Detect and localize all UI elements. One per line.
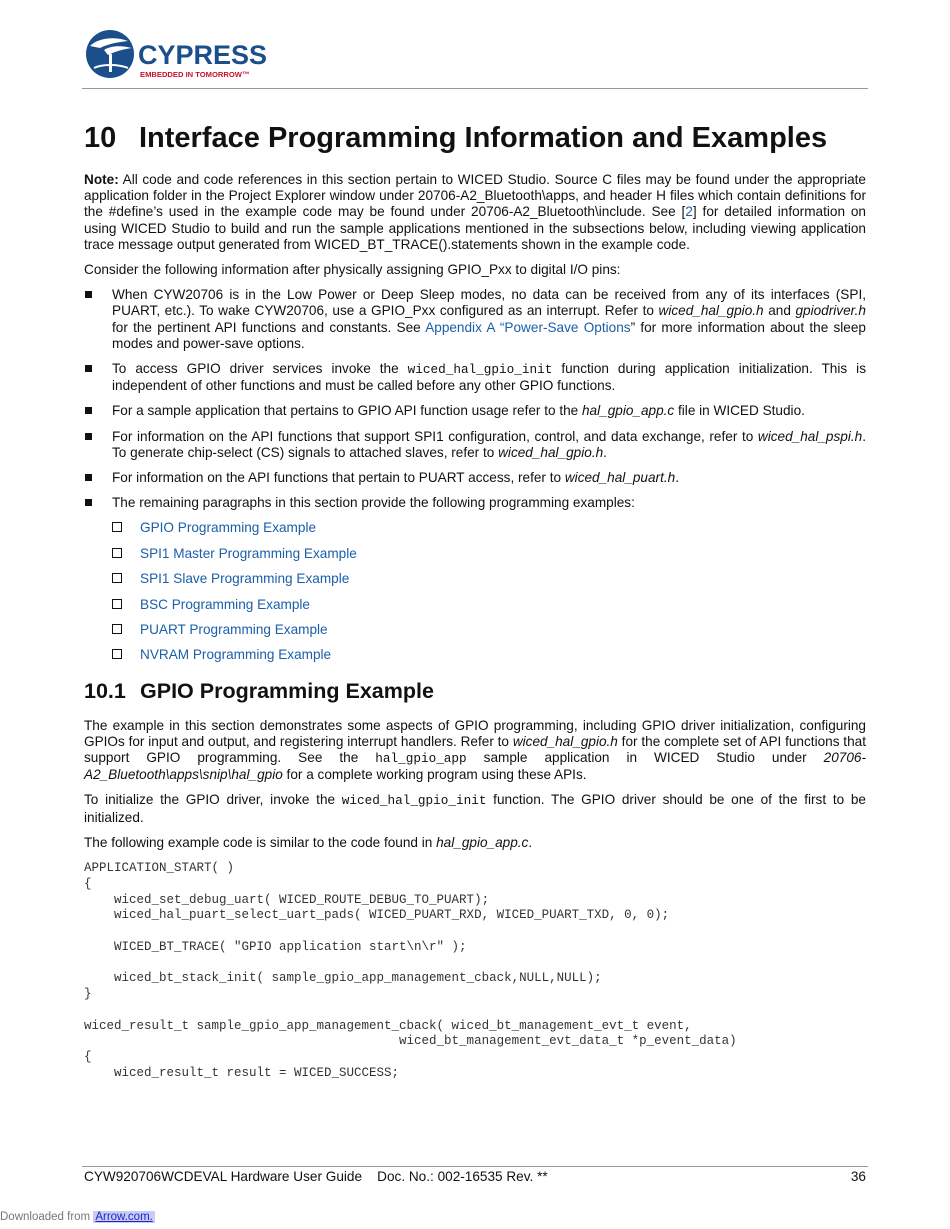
page-content (84, 96, 866, 1082)
bullet-item-low-power: When CYW20706 is in the Low Power or Deep Sleep modes, no data can be received from any of its interfaces (SPI, PUART, etc.). To wake CYW20706, use a GPIO_Pxx configured as an interrupt. Refer to wiced_hal_gpio.h and gpiodriver.h for the pertinent API functions and constants. See Appendix A “Power-Save Options” for more information about the sleep modes and power-save options. (84, 287, 866, 352)
arrow-link[interactable]: Arrow.com. (95, 1211, 153, 1223)
chapter-title: Interface Programming Information and Examples (139, 122, 828, 154)
bullet-item-gpio-driver: To access GPIO driver services invoke the wiced_hal_gpio_init function during application initialization. This is independent of other functions and must be called before any other GPIO functions. (84, 361, 866, 394)
section-title: GPIO Programming Example (140, 678, 434, 703)
footer-doc-number: Doc. No.: 002-16535 Rev. ** (377, 1169, 548, 1184)
logo-brand: CYPRESS (138, 40, 268, 70)
section-paragraph-3: The following example code is similar to the code found in hal_gpio_app.c. (84, 834, 533, 850)
header-divider (82, 88, 868, 89)
logo-tagline: EMBEDDED IN TOMORROW™ (140, 70, 250, 79)
bullet-item-puart: For information on the API functions that pertain to PUART access, refer to wiced_hal_puart.h. (84, 470, 866, 486)
example-link-list (112, 520, 866, 663)
bullet-item-sample-app: For a sample application that pertains to GPIO API function usage refer to the hal_gpio_app.c file in WICED Studio. (84, 403, 866, 419)
intro-paragraph: Consider the following information after physically assigning GPIO_Pxx to digital I/O pins: (84, 262, 621, 278)
cypress-globe-icon (84, 28, 268, 82)
section-heading (84, 678, 866, 704)
section-paragraph-1: The example in this section demonstrates some aspects of GPIO programming, including GPIO driver initialization, configuring GPIOs for input and output, and registering interrupt handlers. Refer to wiced_hal_gpio.h for the complete set of API functions that support GPIO programming. See the hal_gpio_app sample application in WICED Studio under 20706-A2_Bluetooth\apps\snip\hal_gpio for a complete working program using these APIs. (84, 717, 866, 783)
appendix-a-link[interactable]: Appendix A “Power-Save Options (425, 319, 631, 335)
footer-divider (82, 1166, 868, 1167)
page-number: 36 (850, 1169, 866, 1184)
section-number: 10.1 (84, 678, 126, 703)
bullet-item-examples: The remaining paragraphs in this section provide the following programming examples: (84, 495, 866, 511)
note-text-end: ] for detailed information on using WICED Studio to build and run the sample applications mentioned in the subsections below, including viewing application trace message output generated from WICED_BT_TRACE().statements shown in the example code. (84, 204, 866, 252)
page-footer (84, 1169, 866, 1185)
example-link-spi1-master[interactable]: SPI1 Master Programming Example (112, 546, 866, 562)
download-notice: Downloaded from Arrow.com. (0, 1211, 153, 1223)
note-text: All code and code references in this section pertain to WICED Studio. Source C files may be found under the appropriate application folder in the Project Explorer window under 20706-A2_Bluetooth\apps, and header H files which contain definitions for the #define’s used in the example code may be found under 20706-A2_Bluetooth\include. See [ (84, 172, 866, 220)
example-link-spi1-slave[interactable]: SPI1 Slave Programming Example (112, 571, 866, 587)
chapter-heading (84, 121, 866, 155)
section-paragraph-2: To initialize the GPIO driver, invoke the wiced_hal_gpio_init function. The GPIO driver should be one of the first to be initialized. (84, 792, 866, 825)
chapter-number: 10 (84, 122, 117, 154)
footer-doc-title: CYW920706WCDEVAL Hardware User Guide (84, 1169, 363, 1184)
example-link-gpio[interactable]: GPIO Programming Example (112, 520, 866, 536)
note-paragraph (84, 172, 866, 253)
cypress-logo (84, 28, 268, 82)
example-link-bsc[interactable]: BSC Programming Example (112, 597, 866, 613)
info-bullet-list (84, 287, 866, 511)
example-link-puart[interactable]: PUART Programming Example (112, 622, 866, 638)
bullet-item-spi1: For information on the API functions that support SPI1 configuration, control, and data exchange, refer to wiced_hal_pspi.h. To generate chip-select (CS) signals to attached slaves, refer to wiced_hal_gpio.h. (84, 429, 866, 461)
note-label: Note: (84, 172, 119, 187)
code-example: APPLICATION_START( ) { wiced_set_debug_uart( WICED_ROUTE_DEBUG_TO_PUART); wiced_hal_puart_select_uart_pads( WICED_PUART_RXD, WICED_PUART_TXD, 0, 0); WICED_BT_TRACE( "GPIO application start\n\r" ); wiced_bt_stack_init( sample_gpio_app_management_cback,NULL,NULL); } wiced_result_t sample_gpio_app_management_cback( wiced_bt_management_evt_t event, wiced_bt_management_evt_data_t *p_event_data) { wiced_result_t result = WICED_SUCCESS; (84, 861, 737, 1080)
reference-link[interactable]: 2 (685, 204, 693, 220)
example-link-nvram[interactable]: NVRAM Programming Example (112, 647, 866, 663)
